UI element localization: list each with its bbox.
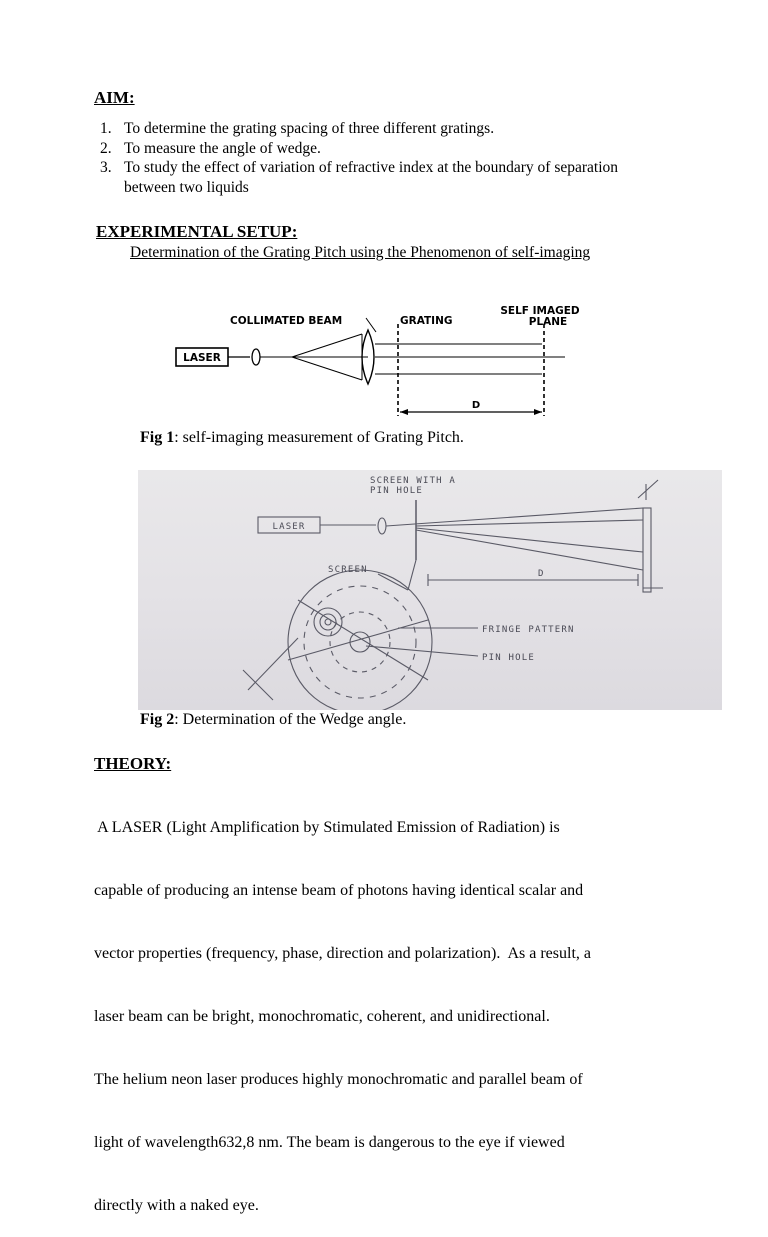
fig2-caption [140,711,406,729]
self-imaged-label: SELF IMAGED [500,305,580,317]
setup-subheading: Determination of the Grating Pitch using the Phenomenon of self-imaging [130,244,591,261]
list-number: 2. [100,139,112,157]
grating-label: GRATING [400,315,453,327]
list-item [100,139,660,159]
fig2-photo [138,470,722,710]
screen-with-label: SCREEN WITH A [370,476,457,486]
list-text: To determine the grating spacing of three different gratings. [124,120,495,137]
laser-label: LASER [272,522,306,532]
theory-line: A LASER (Light Amplification by Stimulated Emission of Radiation) is [94,819,560,836]
collimated-beam-label: COLLIMATED BEAM [230,315,343,327]
aim-list [100,119,660,197]
list-number: 1. [100,120,112,137]
theory-line: directly with a naked eye. [94,1197,259,1214]
fig1-diagram [170,296,590,426]
list-item [100,158,644,197]
fig1-caption [140,429,464,447]
small-lens [252,349,260,365]
fig1-caption-label: Fig 1 [140,429,175,446]
list-number: 3. [100,159,112,176]
fig2-caption-label: Fig 2 [140,711,175,728]
screen-label: SCREEN [328,565,368,575]
setup-heading: EXPERIMENTAL SETUP: [96,222,298,241]
fringe-pattern-label: FRINGE PATTERN [482,625,575,635]
self-imaged-plane-label: PLANE [528,316,568,328]
pin-hole-top-label: PIN HOLE [370,486,423,496]
laser-label: LASER [183,352,221,364]
theory-line: vector properties (frequency, phase, direction and polarization). As a result, a [94,945,591,962]
list-text: To measure the angle of wedge. [124,139,321,157]
theory-body [94,775,694,1237]
theory-line: capable of producing an intense beam of photons having identical scalar and [94,882,584,899]
fig2-caption-text: : Determination of the Wedge angle. [174,711,407,728]
pin-hole-label: PIN HOLE [482,653,535,663]
fig1-caption-text: : self-imaging measurement of Grating Pitch. [174,429,464,446]
distance-label: D [538,569,545,579]
list-text: To study the effect of variation of refractive index at the boundary of separation between two liquids [124,159,619,196]
list-item [100,119,660,139]
distance-label: D [471,400,481,411]
theory-line: light of wavelength632,8 nm. The beam is dangerous to the eye if viewed [94,1134,565,1151]
small-lens [378,518,386,534]
theory-line: The helium neon laser produces highly monochromatic and parallel beam of [94,1071,583,1088]
wedge [643,508,651,592]
aim-heading: AIM: [94,88,135,107]
theory-heading: THEORY: [94,754,172,773]
fig2-diagram [138,470,722,710]
theory-line: laser beam can be bright, monochromatic, coherent, and unidirectional. [94,1008,550,1025]
